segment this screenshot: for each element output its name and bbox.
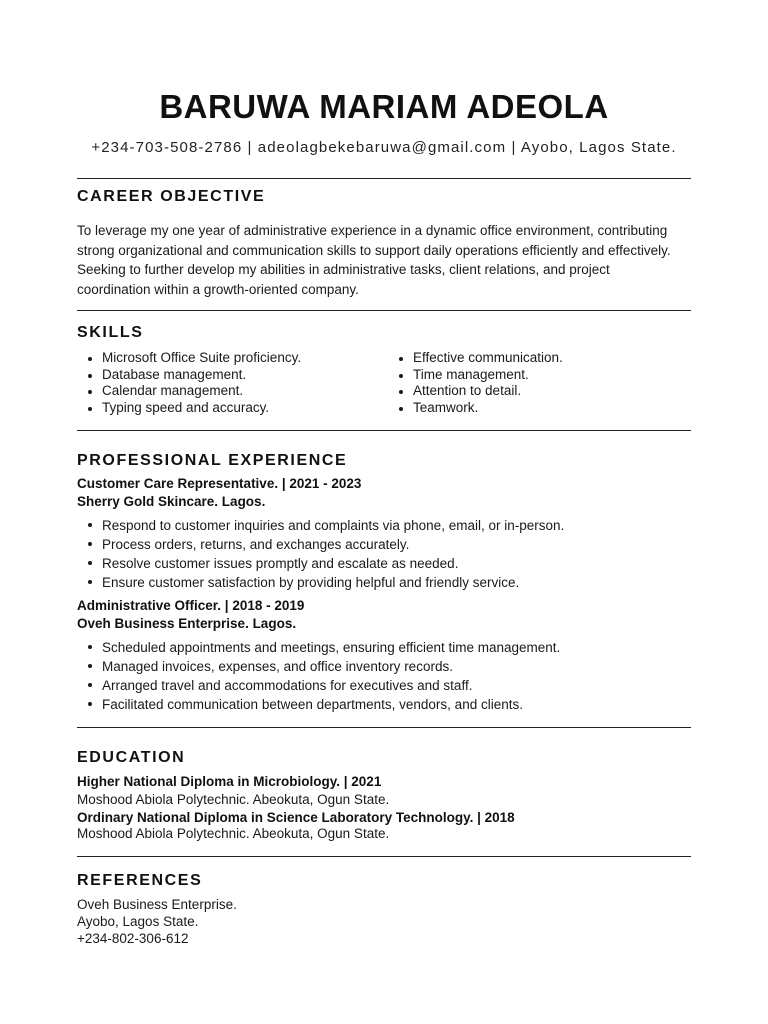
list-item: Microsoft Office Suite proficiency. — [77, 350, 377, 367]
reference-phone: +234-802-306-612 — [77, 931, 189, 946]
divider — [77, 727, 691, 728]
career-objective-text: To leverage my one year of administrative experience in a dynamic office environment, contributing strong organizational and communication skills to support daily operations efficiently and effectively. Seeking to further develop my abilities in administrative tasks, client relations, and project coordination within a growth-oriented company. — [77, 223, 671, 297]
list-item: Respond to customer inquiries and complaints via phone, email, or in-person. — [77, 516, 691, 535]
divider — [77, 430, 691, 431]
list-item: Effective communication. — [388, 350, 688, 367]
job-company: Sherry Gold Skincare. Lagos. — [77, 494, 266, 509]
job-duties-list — [77, 516, 691, 592]
section-title-experience: PROFESSIONAL EXPERIENCE — [77, 452, 348, 469]
divider — [77, 178, 691, 179]
list-item: Calendar management. — [77, 383, 377, 400]
list-item: Arranged travel and accommodations for executives and staff. — [77, 676, 691, 695]
list-item: Database management. — [77, 367, 377, 384]
section-title-career-objective: CAREER OBJECTIVE — [77, 188, 266, 205]
job-title: Customer Care Representative. | 2021 - 2023 — [77, 476, 362, 491]
divider — [77, 310, 691, 311]
job-company: Oveh Business Enterprise. Lagos. — [77, 616, 297, 631]
list-item: Resolve customer issues promptly and escalate as needed. — [77, 554, 691, 573]
list-item: Facilitated communication between departments, vendors, and clients. — [77, 695, 691, 714]
list-item: Process orders, returns, and exchanges accurately. — [77, 535, 691, 554]
list-item: Teamwork. — [388, 400, 688, 417]
education-degree: Higher National Diploma in Microbiology. | 2021 — [77, 774, 382, 789]
list-item: Typing speed and accuracy. — [77, 400, 377, 417]
job-title: Administrative Officer. | 2018 - 2019 — [77, 598, 305, 613]
list-item: Ensure customer satisfaction by providing helpful and friendly service. — [77, 573, 691, 592]
job-duties-list — [77, 638, 691, 714]
candidate-name: BARUWA MARIAM ADEOLA — [159, 88, 609, 125]
skills-list-right — [388, 350, 688, 417]
education-school: Moshood Abiola Polytechnic. Abeokuta, Ogun State. — [77, 826, 390, 841]
education-school: Moshood Abiola Polytechnic. Abeokuta, Ogun State. — [77, 792, 390, 807]
reference-address: Ayobo, Lagos State. — [77, 914, 199, 929]
education-degree: Ordinary National Diploma in Science Laboratory Technology. | 2018 — [77, 810, 515, 825]
list-item: Attention to detail. — [388, 383, 688, 400]
reference-company: Oveh Business Enterprise. — [77, 897, 237, 912]
divider — [77, 856, 691, 857]
list-item: Managed invoices, expenses, and office inventory records. — [77, 657, 691, 676]
section-title-skills: SKILLS — [77, 324, 144, 341]
list-item: Scheduled appointments and meetings, ensuring efficient time management. — [77, 638, 691, 657]
contact-line: +234-703-508-2786 | adeolagbekebaruwa@gmail.com | Ayobo, Lagos State. — [91, 139, 677, 156]
section-title-education: EDUCATION — [77, 749, 186, 766]
list-item: Time management. — [388, 367, 688, 384]
section-title-references: REFERENCES — [77, 872, 203, 889]
skills-list-left — [77, 350, 377, 417]
